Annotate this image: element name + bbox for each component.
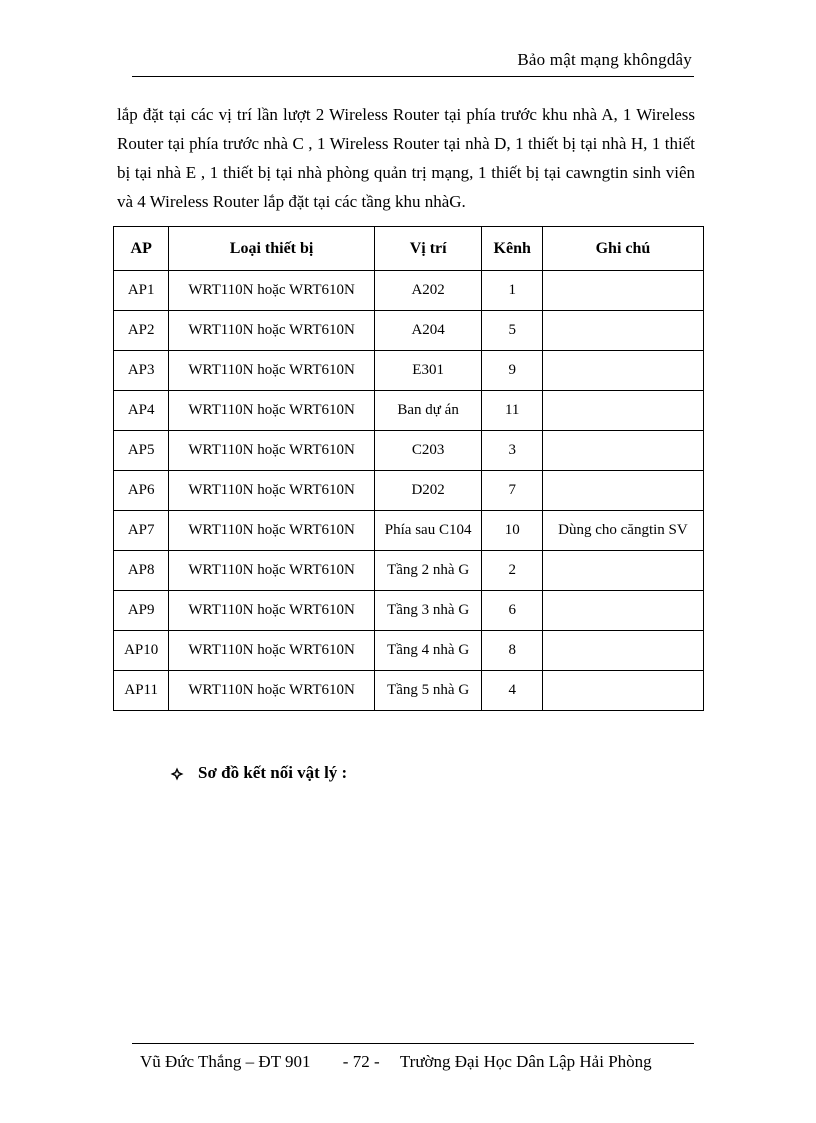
cell-note: [542, 311, 703, 351]
cell-ap: AP10: [114, 631, 169, 671]
cell-location: E301: [374, 351, 482, 391]
cell-channel: 3: [482, 431, 542, 471]
cell-location: D202: [374, 471, 482, 511]
cell-channel: 2: [482, 551, 542, 591]
footer-school: Trường Đại Học Dân Lập Hải Phòng: [399, 1052, 652, 1071]
cell-ap: AP8: [114, 551, 169, 591]
cell-location: Tầng 2 nhà G: [374, 551, 482, 591]
table-row: [114, 351, 704, 391]
table-row: [114, 591, 704, 631]
cell-channel: 7: [482, 471, 542, 511]
cell-ap: AP5: [114, 431, 169, 471]
cell-device-type: WRT110N hoặc WRT610N: [169, 351, 374, 391]
cell-ap: AP7: [114, 511, 169, 551]
section-heading-text: Sơ đồ kết nối vật lý :: [198, 763, 348, 782]
cell-location: Tầng 3 nhà G: [374, 591, 482, 631]
cell-channel: 10: [482, 511, 542, 551]
cell-ap: AP4: [114, 391, 169, 431]
cell-channel: 6: [482, 591, 542, 631]
cell-channel: 9: [482, 351, 542, 391]
footer-page-number: - 72 -: [342, 1052, 380, 1071]
cell-device-type: WRT110N hoặc WRT610N: [169, 671, 374, 711]
cell-device-type: WRT110N hoặc WRT610N: [169, 471, 374, 511]
cell-device-type: WRT110N hoặc WRT610N: [169, 631, 374, 671]
cell-device-type: WRT110N hoặc WRT610N: [169, 271, 374, 311]
table-header-row: [114, 227, 704, 271]
cell-channel: 8: [482, 631, 542, 671]
cell-ap: AP1: [114, 271, 169, 311]
cell-ap: AP11: [114, 671, 169, 711]
cell-location: Phía sau C104: [374, 511, 482, 551]
header-device-type: Loại thiết bị: [169, 227, 374, 271]
cell-location: C203: [374, 431, 482, 471]
access-point-table: [113, 226, 704, 711]
cell-device-type: WRT110N hoặc WRT610N: [169, 551, 374, 591]
cell-location: Tầng 4 nhà G: [374, 631, 482, 671]
diamond-bullet-icon: [170, 766, 184, 780]
footer-rule: [132, 1043, 694, 1044]
cell-note: [542, 471, 703, 511]
cell-channel: 5: [482, 311, 542, 351]
cell-device-type: WRT110N hoặc WRT610N: [169, 311, 374, 351]
cell-note: Dùng cho căngtin SV: [542, 511, 703, 551]
table-row: [114, 271, 704, 311]
cell-note: [542, 391, 703, 431]
cell-location: Ban dự án: [374, 391, 482, 431]
cell-note: [542, 551, 703, 591]
cell-note: [542, 631, 703, 671]
page-header-title: Bảo mật mạng khôngdây: [517, 50, 692, 69]
table-row: [114, 511, 704, 551]
cell-note: [542, 591, 703, 631]
table-row: [114, 631, 704, 671]
cell-channel: 4: [482, 671, 542, 711]
table-row: [114, 551, 704, 591]
cell-note: [542, 431, 703, 471]
cell-location: A202: [374, 271, 482, 311]
header-channel: Kênh: [482, 227, 542, 271]
cell-note: [542, 271, 703, 311]
cell-ap: AP9: [114, 591, 169, 631]
header-ap: AP: [114, 227, 169, 271]
cell-channel: 11: [482, 391, 542, 431]
section-heading: [170, 763, 347, 783]
table-row: [114, 311, 704, 351]
table-row: [114, 431, 704, 471]
cell-ap: AP3: [114, 351, 169, 391]
header-location: Vị trí: [374, 227, 482, 271]
cell-device-type: WRT110N hoặc WRT610N: [169, 591, 374, 631]
cell-ap: AP2: [114, 311, 169, 351]
intro-paragraph: lắp đặt tại các vị trí lần lượt 2 Wireless Router tại phía trước khu nhà A, 1 Wireless Router tại phía trước nhà C , 1 Wireless Router tại nhà D, 1 thiết bị tại nhà H, 1 thiết bị tại nhà E , 1 thiết bị tại nhà phòng quản trị mạng, 1 thiết bị tại cawngtin sinh viên và 4 Wireless Router lắp đặt tại các tầng khu nhàG.: [117, 105, 695, 211]
cell-device-type: WRT110N hoặc WRT610N: [169, 511, 374, 551]
page-footer: [140, 1052, 652, 1072]
cell-location: Tầng 5 nhà G: [374, 671, 482, 711]
cell-device-type: WRT110N hoặc WRT610N: [169, 391, 374, 431]
cell-device-type: WRT110N hoặc WRT610N: [169, 431, 374, 471]
header-note: Ghi chú: [542, 227, 703, 271]
cell-ap: AP6: [114, 471, 169, 511]
cell-note: [542, 671, 703, 711]
header-rule: [132, 76, 694, 77]
table-row: [114, 671, 704, 711]
table-row: [114, 471, 704, 511]
cell-location: A204: [374, 311, 482, 351]
footer-author: Vũ Đức Thắng – ĐT 901: [140, 1052, 311, 1071]
cell-note: [542, 351, 703, 391]
table-row: [114, 391, 704, 431]
cell-channel: 1: [482, 271, 542, 311]
